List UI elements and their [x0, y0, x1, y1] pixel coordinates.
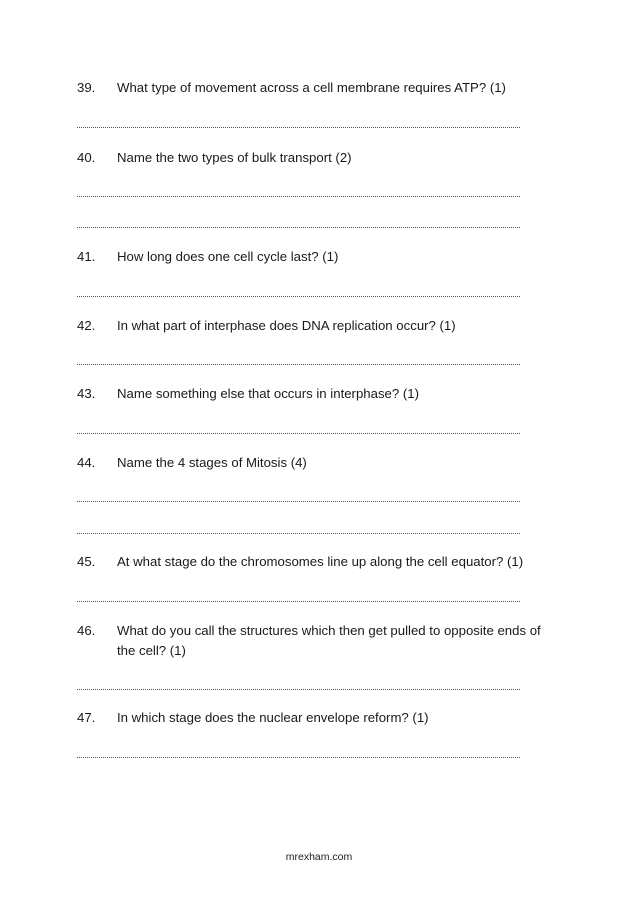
answer-line[interactable]: [77, 433, 520, 434]
page-footer: mrexham.com: [285, 851, 353, 863]
answer-line[interactable]: [77, 757, 520, 758]
question-number: 39.: [77, 80, 96, 95]
answer-line[interactable]: [77, 533, 520, 534]
answer-line[interactable]: [77, 501, 520, 502]
answer-line[interactable]: [77, 689, 520, 690]
question-text: How long does one cell cycle last? (1): [117, 249, 339, 264]
question-text: Name the two types of bulk transport (2): [117, 150, 352, 165]
question-text: What do you call the structures which then get pulled to opposite ends of the cell? (1): [117, 623, 541, 658]
answer-line[interactable]: [77, 364, 520, 365]
question-number: 41.: [77, 249, 96, 264]
answer-line[interactable]: [77, 127, 520, 128]
question-number: 40.: [77, 150, 96, 165]
question-number: 46.: [77, 623, 96, 638]
question-text: At what stage do the chromosomes line up along the cell equator? (1): [117, 554, 524, 569]
question-text: What type of movement across a cell membrane requires ATP? (1): [117, 80, 506, 95]
question-number: 43.: [77, 386, 96, 401]
question-text: In which stage does the nuclear envelope reform? (1): [117, 710, 429, 725]
question-number: 42.: [77, 318, 96, 333]
answer-line[interactable]: [77, 296, 520, 297]
question-number: 47.: [77, 710, 96, 725]
question-text: Name the 4 stages of Mitosis (4): [117, 455, 307, 470]
answer-line[interactable]: [77, 196, 520, 197]
question-text: In what part of interphase does DNA replication occur? (1): [117, 318, 456, 333]
question-number: 45.: [77, 554, 96, 569]
question-number: 44.: [77, 455, 96, 470]
answer-line[interactable]: [77, 601, 520, 602]
answer-line[interactable]: [77, 227, 520, 228]
question-text: Name something else that occurs in interphase? (1): [117, 386, 419, 401]
